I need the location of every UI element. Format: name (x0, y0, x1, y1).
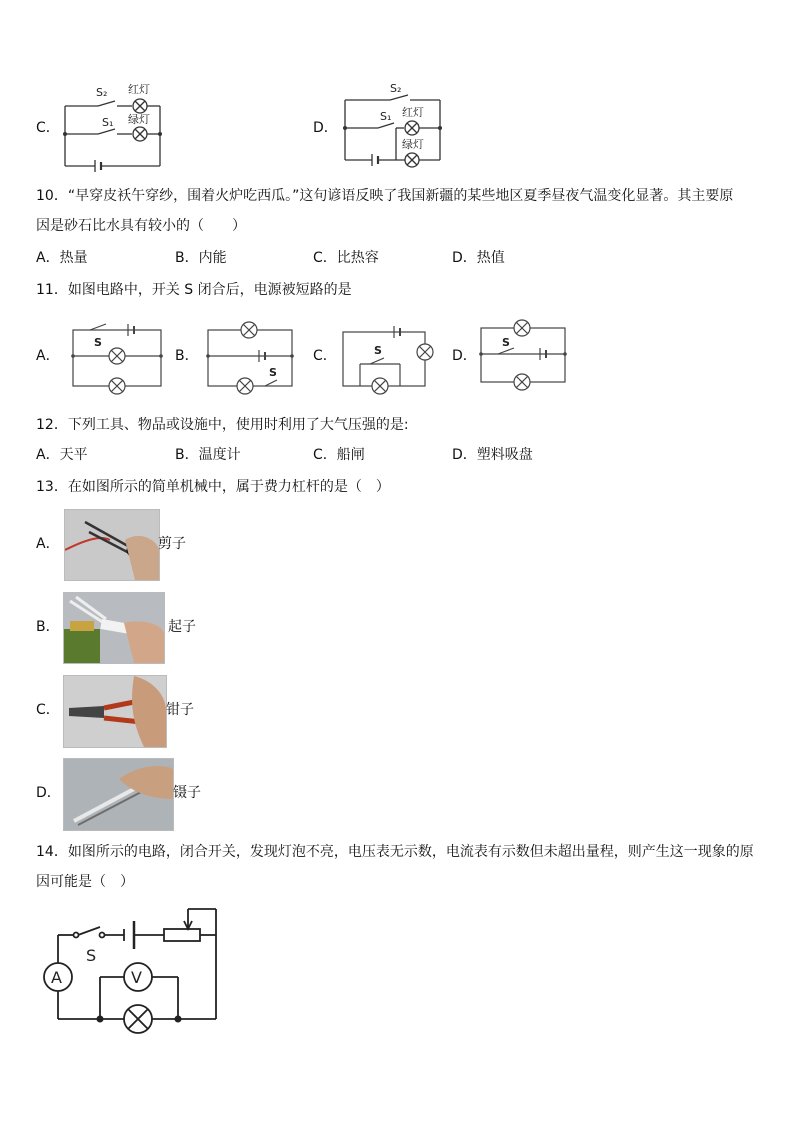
q11-option-b-label: B． (175, 348, 199, 364)
q11d-s-text: S (502, 336, 510, 349)
q9d-s1-text: S₁ (380, 110, 392, 123)
q12-option-d: D．塑料吸盘 (452, 447, 533, 463)
q9-circuit-c-diagram (60, 82, 170, 172)
q13-option-a-label: A． (36, 536, 60, 552)
q12-option-c: C．船闸 (313, 447, 365, 463)
q14-circuit-diagram (38, 905, 228, 1033)
q14-stem-line1: 14．如图所示的电路，闭合开关，发现灯泡不亮，电压表无示数，电流表有示数但未超出量程，则产生这一现象的原 (36, 844, 754, 860)
q12-option-a: A．天平 (36, 447, 88, 463)
q12-option-b: B．温度计 (175, 447, 241, 463)
q11b-s-text: S (269, 366, 277, 379)
pliers-photo (63, 675, 167, 748)
q9c-green-lamp-text: 绿灯 (128, 113, 150, 126)
q13-option-c-label: C． (36, 702, 60, 718)
tweezers-photo (63, 758, 174, 831)
q10-stem-line1: 10．“早穿皮袄午穿纱，围着火炉吃西瓜。”这句谚语反映了我国新疆的某些地区夏季昼夜气温变化显著。其主要原 (36, 188, 734, 204)
q13-option-c-caption: 钳子 (166, 702, 194, 718)
q12-stem: 12．下列工具、物品或设施中，使用时利用了大气压强的是: (36, 417, 409, 433)
q10-option-a: A．热量 (36, 250, 88, 266)
q9d-red-lamp-text: 红灯 (402, 106, 424, 119)
q11-circuit-b-diagram (205, 320, 300, 395)
q11c-s-text: S (374, 344, 382, 357)
q13-option-b-caption: 起子 (168, 619, 196, 635)
q14-s-text: S (86, 946, 97, 965)
q9c-s2-text: S₂ (96, 86, 108, 99)
q9d-s2-text: S₂ (390, 82, 402, 95)
q13-option-a-caption: 剪子 (158, 536, 186, 552)
q11-option-c-label: C． (313, 348, 337, 364)
q14-stem-line2: 因可能是（ ） (36, 874, 134, 890)
q11-option-d-label: D． (452, 348, 477, 364)
q10-option-d: D．热值 (452, 250, 505, 266)
q11-circuit-c-diagram (340, 318, 440, 396)
q10-option-c: C．比热容 (313, 250, 379, 266)
q13-stem: 13．在如图所示的简单机械中，属于费力杠杆的是（ ） (36, 479, 390, 495)
q13-option-d-caption: 镊子 (173, 785, 201, 801)
q9-option-c-label: C． (36, 120, 60, 136)
q10-option-b: B．内能 (175, 250, 227, 266)
q9c-red-lamp-text: 红灯 (128, 83, 150, 96)
q9-option-d-label: D． (313, 120, 338, 136)
q10-stem-line2: 因是砂石比水具有较小的（ ） (36, 218, 246, 234)
q13-option-b-label: B． (36, 619, 60, 635)
bottle-opener-photo (63, 592, 165, 664)
q11-circuit-d-diagram (478, 318, 573, 396)
q14-voltmeter-text: V (131, 968, 142, 987)
q9-circuit-d-diagram (340, 82, 450, 172)
q13-option-d-label: D． (36, 785, 61, 801)
q9c-s1-text: S₁ (102, 116, 114, 129)
q14-ammeter-text: A (51, 968, 62, 987)
q11-option-a-label: A． (36, 348, 60, 364)
q11a-s-text: S (94, 336, 102, 349)
q11-stem: 11．如图电路中，开关 S 闭合后，电源被短路的是 (36, 282, 352, 298)
q9d-green-lamp-text: 绿灯 (402, 138, 424, 151)
q11-circuit-a-diagram (70, 320, 165, 395)
scissors-photo (64, 509, 160, 581)
